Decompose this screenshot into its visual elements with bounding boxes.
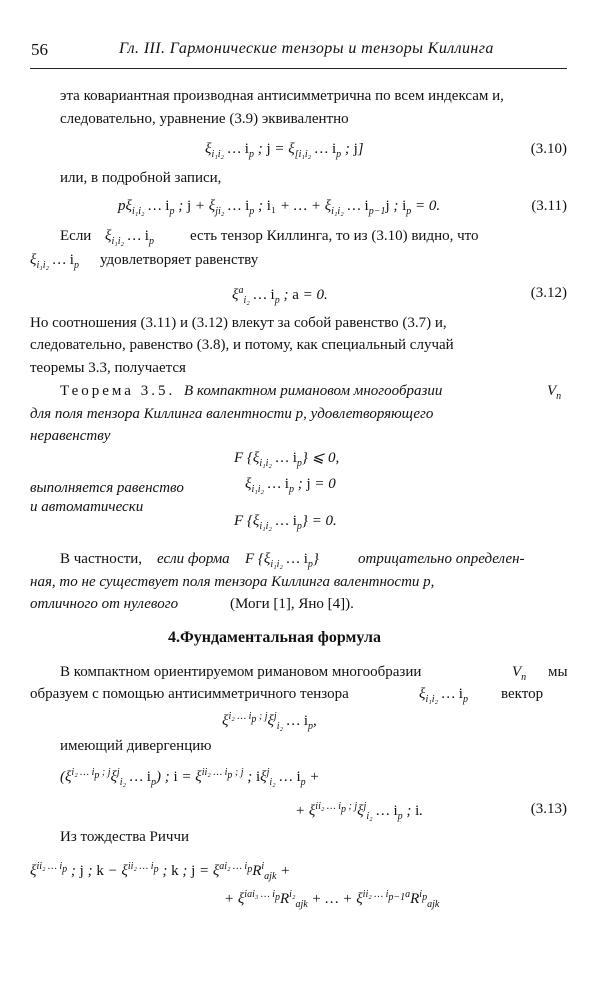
text-line: теоремы 3.3, получается <box>30 360 186 376</box>
equation-number: (3.12) <box>530 285 567 301</box>
text-line: В компактном ориентируемом римановом многообразии <box>60 664 422 680</box>
equation-3-13-cont: + $\xi^{ii_2 \dots i_p ; j}\xi^j_{i_2}$ … $i_p$ ; i. <box>295 801 424 822</box>
text-line: удовлетворяет равенству <box>100 252 259 268</box>
text-line: эта ковариантная производная антисимметрична по всем индексам и, <box>60 88 504 104</box>
section-heading: 4.Фундаментальная формула <box>168 629 381 646</box>
text-line: следовательно, уравнение (3.9) эквивалентно <box>60 111 349 127</box>
equation-3-13: ($\xi^{i_2 \dots i_p ; j}\xi^j_{i_2}$ … $i_p$) ; $i = \xi^{ii_2 \dots i_p ; j}$ ; $i\xi^j_{i_2}$ … $i_p$ + <box>60 767 320 788</box>
theorem-text: для поля тензора Киллинга валентности p, удовлетворяющего <box>30 406 434 422</box>
formula-inline: F {$\xi_{i_1i_2}$ … $i_p$} <box>245 551 319 570</box>
text-line-lead: Если <box>60 228 92 244</box>
theorem-label: Теорема 3.5. <box>60 383 176 399</box>
text-line: мы <box>548 664 568 680</box>
text-line: имеющий дивергенцию <box>60 738 212 754</box>
ricci-identity: $\xi^{ii_2 \dots i_p}$ ; j ; $k - \xi^{ii_2 \dots i_p}$ ; k ; $j = \xi^{ai_2 \dots i_p}R^i_{ajk}$ + <box>30 861 291 882</box>
text-line: следовательно, равенство (3.8), и потому, как специальный случай <box>30 337 454 353</box>
equation-3-11: $p\xi_{i_1i_2}$ … $i_p$ ; $j + \xi_{ji_2}$ … $i_p$ ; i₁ + … + $\xi_{i_1i_2}$ … $i_{p-1}j$ ; $i_p = 0$. <box>118 198 441 217</box>
text-line: есть тензор Киллинга, то из (3.10) видно, что <box>190 228 479 244</box>
text-italic: если форма <box>157 551 230 567</box>
formula-equality: $\xi_{i_1i_2}$ … $i_p$ ; j = 0 <box>245 476 336 495</box>
text-italic: отрицательно определен- <box>358 551 525 567</box>
theorem-text: В компактном римановом многообразии <box>184 383 443 399</box>
text-line: (Моги [1], Яно [4]). <box>230 596 354 612</box>
text-line: или, в подробной записи, <box>60 170 222 186</box>
manifold-symbol: $V_n$ <box>512 664 527 683</box>
running-title: Гл. III. Гармонические тензоры и тензоры Киллинга <box>119 40 494 57</box>
formula-equality: F {$\xi_{i_1i_2}$ … $i_p\} = 0$. <box>234 513 337 532</box>
text-line: Из тождества Риччи <box>60 829 190 845</box>
text-line: вектор <box>501 686 544 702</box>
header-rule <box>30 68 567 69</box>
formula-vector: $\xi^{i_2 \dots i_p ; j}\xi^j_{i_2}$ … $i_p$, <box>222 711 317 732</box>
tensor-symbol: $\xi_{i_1i_2}$ … $i_p$ <box>105 228 154 247</box>
text-line: образуем с помощью антисимметричного тензора <box>30 686 349 702</box>
tensor-symbol: $\xi_{i_1i_2}$ … $i_p$ <box>30 252 79 271</box>
tensor-symbol: $\xi_{i_1i_2}$ … $i_p$ <box>419 686 468 705</box>
theorem-text: выполняется равенство <box>30 480 184 496</box>
manifold-symbol: $V_n$ <box>547 383 562 402</box>
theorem-text: и автоматически <box>30 499 144 515</box>
page-number: 56 <box>31 40 48 59</box>
equation-number: (3.13) <box>530 801 567 817</box>
equation-number: (3.11) <box>531 198 567 214</box>
formula-inequality: F {$\xi_{i_1i_2}$ … $i_p$} ⩽ 0, <box>234 450 340 469</box>
equation-number: (3.10) <box>530 141 567 157</box>
text-italic: отличного от нулевого <box>30 596 179 612</box>
theorem-text: неравенству <box>30 428 111 444</box>
text-line: Но соотношения (3.11) и (3.12) влекут за собой равенство (3.7) и, <box>30 315 447 331</box>
text-line-lead: В частности, <box>60 551 143 567</box>
equation-3-10: $\xi_{i_1i_2}$ … $i_p$ ; $j = \xi_{[i_1i_2}$ … $i_p$ ; j] <box>205 141 364 160</box>
ricci-identity-cont: + $\xi^{iai_3 \dots i_p}R^{i_2}_{ajk}$ + … + $\xi^{ii_2 \dots i_{p-1}a}R^{i_p}_{ajk}$ <box>224 889 440 910</box>
equation-3-12: $\xi^a_{i_2}$ … $i_p$ ; a = 0. <box>232 285 328 306</box>
text-italic: ная, то не существует поля тензора Киллинга валентности p, <box>30 574 435 590</box>
